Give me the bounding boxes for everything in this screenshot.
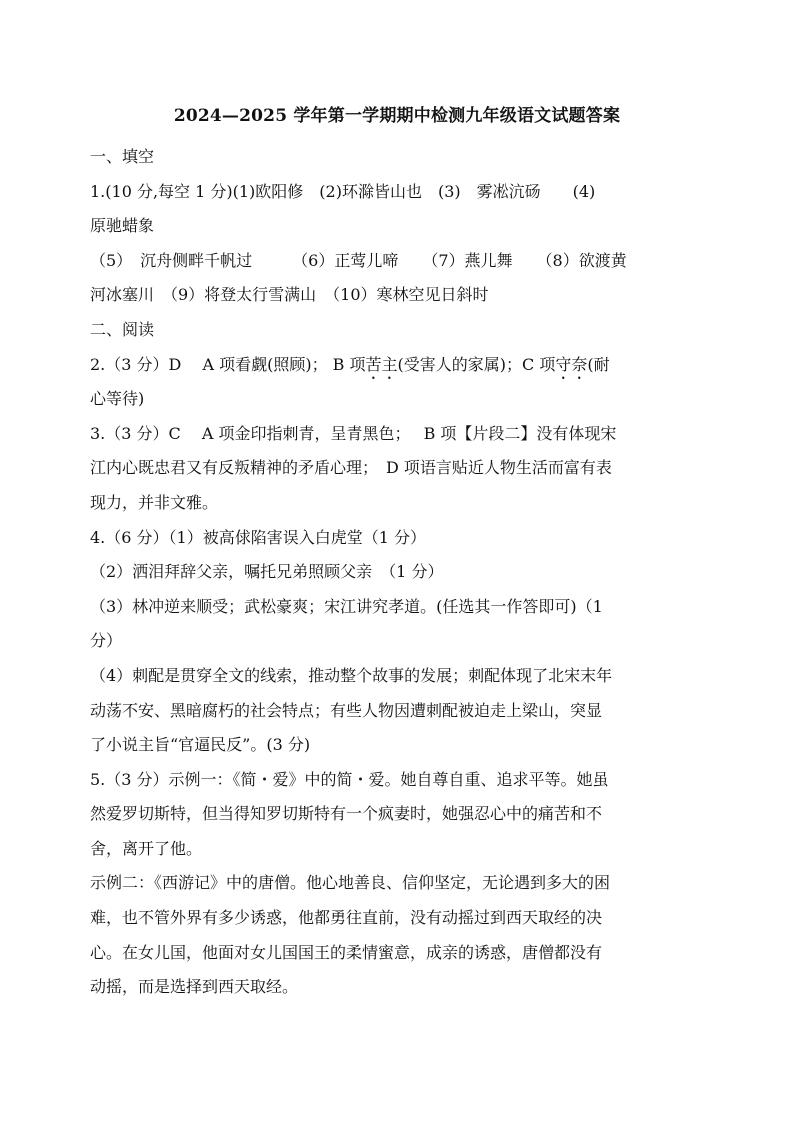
q4-line-7: 了小说主旨“官逼民反”。(3 分) [90, 735, 311, 755]
section-heading-fill: 一、填空 [90, 147, 155, 166]
q4-line-5: （4）刺配是贯穿全文的线索，推动整个故事的发展；刺配体现了北宋末年 [90, 665, 613, 685]
q3-line-3: 现力，并非文雅。 [90, 492, 219, 512]
q1-line-1: 1.(10 分,每空 1 分)(1)欧阳修 (2)环滁皆山也 (3) 雾凇沆砀 (4) [90, 181, 596, 201]
page-title: 2024—2025 学年第一学期期中检测九年级语文试题答案 [173, 106, 621, 126]
q2-text-c: (受害人的家属)；C 项 [397, 354, 556, 374]
q4-line-6: 动荡不安、黑暗腐朽的社会特点；有些人物因遭刺配被迫走上梁山，突显 [90, 700, 603, 720]
q1-line-3: （5） 沉舟侧畔千帆过 （6）正莺儿啼 （7）燕儿舞 （8）欲渡黄 [90, 250, 627, 270]
q2-text-a: 2.（3 分）D A 项看觑(照顾)； B 项 [90, 354, 366, 374]
q4-line-1: 4.（6 分）（1）被高俅陷害误入白虎堂（1 分） [90, 527, 426, 547]
q2-emphasis-shounai: 守奈 [555, 354, 588, 374]
q5-line-5: 难，也不管外界有多少诱惑，他都勇往直前，没有动摇过到西天取经的决 [90, 908, 603, 928]
q1-line-4: 河冰塞川 （9）将登太行雪满山 （10）寒林空见日斜时 [90, 285, 489, 305]
q4-line-3: （3）林冲逆来顺受；武松豪爽；宋江讲究孝道。(任选其一作答即可)（1 [90, 596, 603, 616]
q5-line-4: 示例二：《西游记》中的唐僧。他心地善良、信仰坚定，无论遇到多大的困 [90, 873, 611, 893]
answer-content [90, 140, 710, 1005]
section-heading-read: 二、阅读 [90, 319, 155, 339]
q2-line-2: 心等待) [90, 389, 145, 409]
q5-line-7: 动摇，而是选择到西天取经。 [90, 977, 299, 997]
q5-line-1: 5.（3 分）示例一：《简・爱》中的简・爱。她自尊自重、追求平等。她虽 [90, 769, 609, 789]
q5-line-3: 舍，离开了他。 [90, 838, 203, 858]
q5-line-2: 然爱罗切斯特，但当得知罗切斯特有一个疯妻时，她强忍心中的痛苦和不 [90, 804, 603, 824]
q1-line-2: 原驰蜡象 [90, 216, 155, 236]
q2-line-1 [90, 348, 710, 383]
q4-line-2: （2）洒泪拜辞父亲，嘱托兄弟照顾父亲 （1 分） [90, 562, 444, 582]
q3-line-2: 江内心既忠君又有反叛精神的矛盾心理； D 项语言贴近人物生活而富有表 [90, 458, 612, 478]
q4-line-4: 分） [90, 631, 123, 651]
q2-emphasis-kuzhu: 苦主 [365, 354, 398, 374]
q2-text-e: (耐 [587, 354, 610, 374]
q5-line-6: 心。在女儿国，他面对女儿国国王的柔情蜜意，成亲的诱惑，唐僧都没有 [90, 942, 603, 962]
q3-line-1: 3.（3 分）C A 项金印指刺青，呈青黑色； B 项【片段二】没有体现宋 [90, 423, 617, 443]
